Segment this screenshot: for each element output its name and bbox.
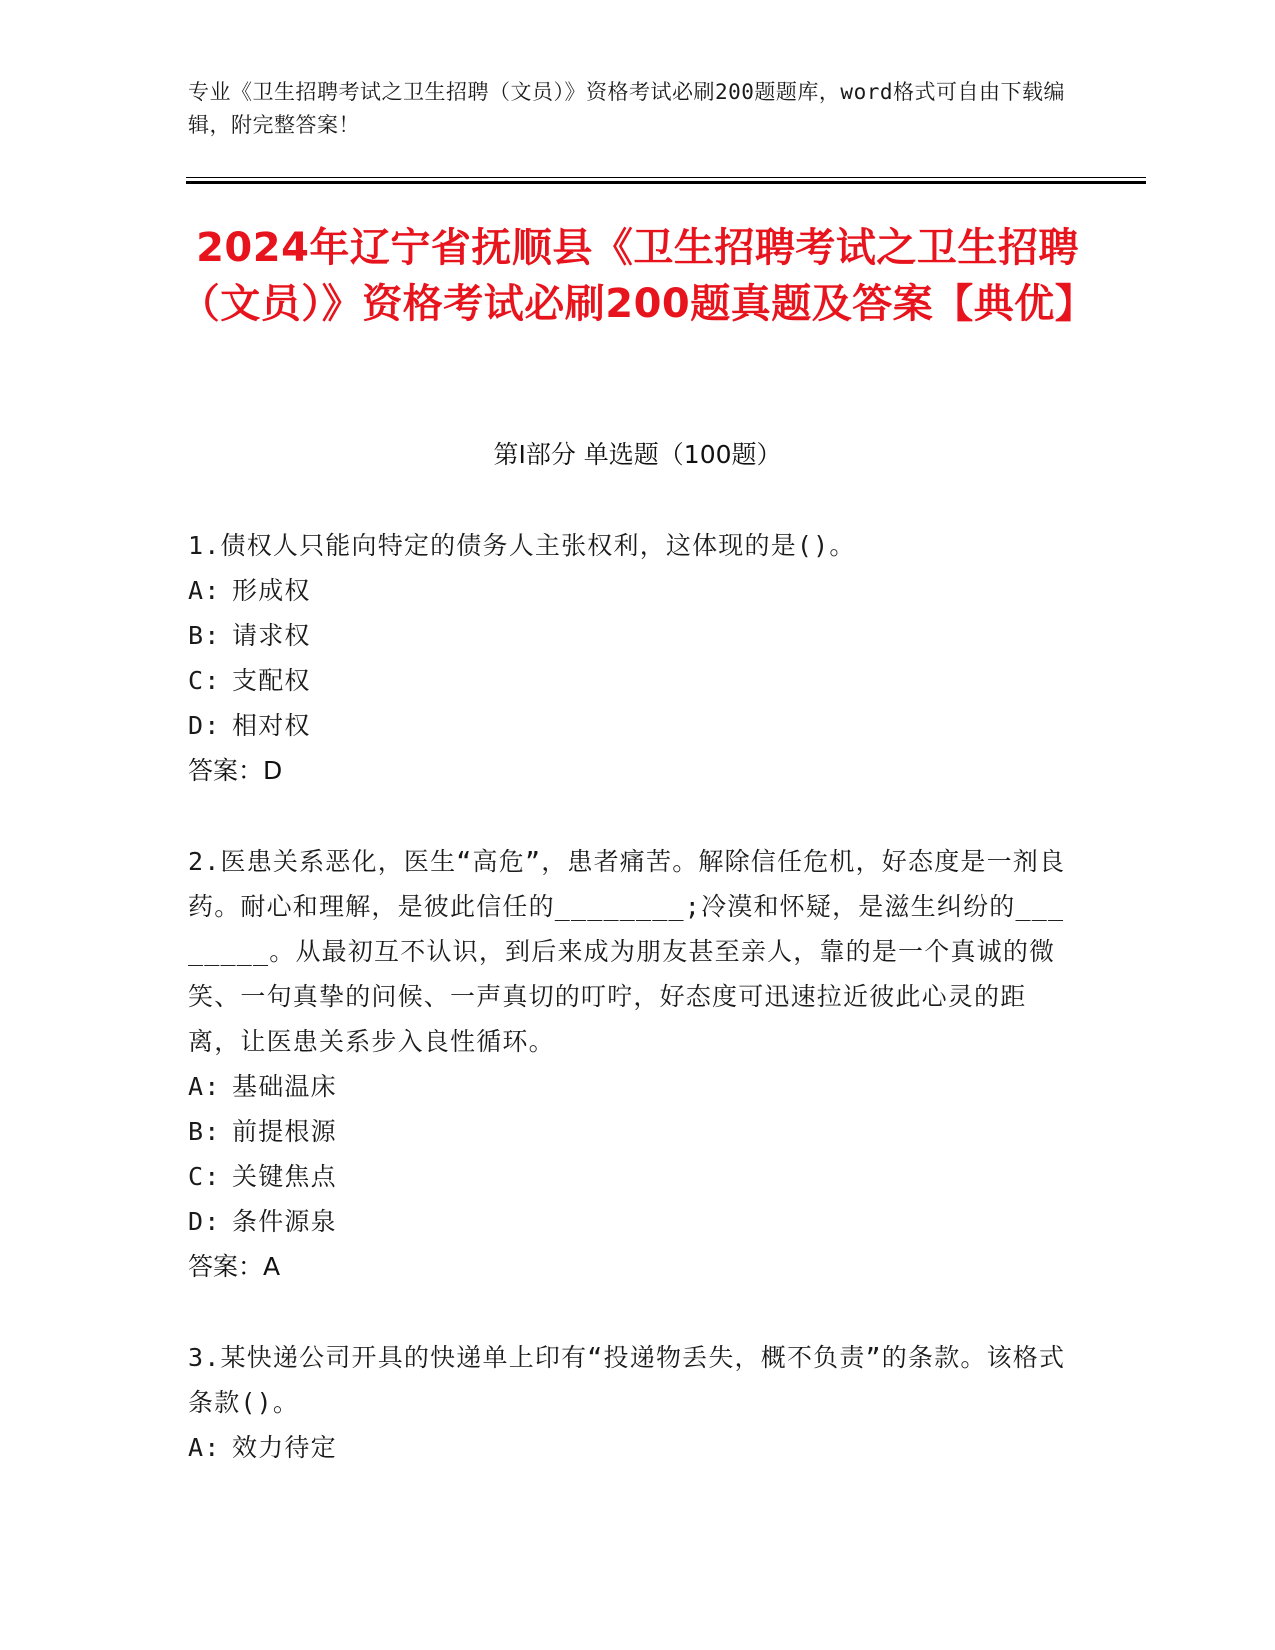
- question-text: 1.债权人只能向特定的债务人主张权利，这体现的是()。: [188, 531, 856, 560]
- option-a: [188, 1064, 1068, 1109]
- option-key: A:: [188, 1433, 221, 1462]
- option-a: [188, 568, 1068, 613]
- option-text: 请求权: [232, 621, 311, 650]
- option-text: 支配权: [232, 666, 311, 695]
- option-text: 形成权: [232, 576, 311, 605]
- option-b: [188, 613, 1068, 658]
- option-key: B:: [188, 1117, 221, 1146]
- option-c: [188, 658, 1068, 703]
- question-2: [188, 839, 1068, 1289]
- option-a: [188, 1425, 1068, 1470]
- option-text: 基础温床: [232, 1072, 337, 1101]
- question-text: 2.医患关系恶化，医生“高危”，患者痛苦。解除信任危机，好态度是一剂良药。耐心和理解，是彼此信任的________;冷漠和怀疑，是滋生纠纷的________。从最初互不认识，到后来成为朋友甚至亲人，靠的是一个真诚的微笑、一句真挚的问候、一声真切的叮咛，好态度可迅速拉近彼此心灵的距离，让医患关系步入良性循环。: [188, 847, 1066, 1056]
- option-d: [188, 1199, 1068, 1244]
- option-text: 条件源泉: [232, 1207, 337, 1236]
- document-title: 2024年辽宁省抚顺县《卫生招聘考试之卫生招聘（文员）》资格考试必刷200题真题及答案【典优】: [179, 225, 1096, 327]
- option-text: 相对权: [232, 711, 311, 740]
- option-text: 关键焦点: [232, 1162, 337, 1191]
- header-divider-thick: [186, 181, 1146, 184]
- option-text: 效力待定: [232, 1433, 337, 1462]
- question-list: [188, 523, 1068, 1516]
- option-b: [188, 1109, 1068, 1154]
- option-key: A:: [188, 1072, 221, 1101]
- answer-line: 答案：A: [188, 1252, 281, 1281]
- header-divider-thin: [186, 177, 1146, 178]
- header-note: 专业《卫生招聘考试之卫生招聘（文员）》资格考试必刷200题题库，word格式可自由下载编辑，附完整答案！: [188, 80, 1065, 137]
- question-text: 3.某快递公司开具的快递单上印有“投递物丢失，概不负责”的条款。该格式条款()。: [188, 1343, 1066, 1417]
- option-c: [188, 1154, 1068, 1199]
- option-key: D:: [188, 1207, 221, 1236]
- question-1: [188, 523, 1068, 793]
- option-key: A:: [188, 576, 221, 605]
- option-key: D:: [188, 711, 221, 740]
- question-3: [188, 1335, 1068, 1470]
- option-key: C:: [188, 1162, 221, 1191]
- option-text: 前提根源: [232, 1117, 337, 1146]
- option-key: B:: [188, 621, 221, 650]
- answer-line: 答案：D: [188, 756, 283, 785]
- section-title: 第Ⅰ部分 单选题（100题）: [493, 440, 782, 469]
- option-key: C:: [188, 666, 221, 695]
- option-d: [188, 703, 1068, 748]
